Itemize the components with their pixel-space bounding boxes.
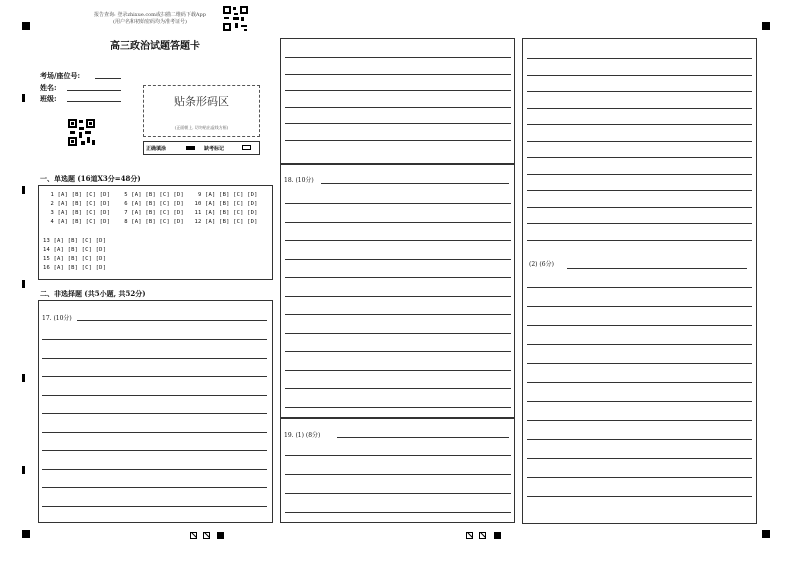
answer-line[interactable] — [285, 240, 511, 241]
section2-title: 二、非选择题 (共5小题, 共52分) — [40, 289, 146, 298]
choice-row[interactable]: 2 [A] [B] [C] [D] 6 [A] [B] [C] [D] 10 [A] [B] [C] [D] — [47, 201, 258, 207]
name-field[interactable] — [67, 90, 121, 91]
barcode-area-title: 贴条形码区 — [174, 95, 229, 108]
answer-line[interactable] — [285, 388, 511, 389]
answer-line[interactable] — [527, 458, 752, 459]
answer-line[interactable] — [527, 124, 752, 125]
absent-mark-label: 缺考标记 — [204, 146, 225, 152]
timing-mark — [22, 94, 25, 102]
barcode-area-hint: (正面朝上, 切勿贴出虚线方框) — [174, 125, 229, 130]
choice-row[interactable]: 3 [A] [B] [C] [D] 7 [A] [B] [C] [D] 11 [A] [B] [C] [D] — [47, 210, 258, 216]
answer-line[interactable] — [527, 382, 752, 383]
answer-line[interactable] — [285, 333, 511, 334]
answer-line[interactable] — [285, 351, 511, 352]
answer-line[interactable] — [285, 512, 511, 513]
timing-mark — [22, 280, 25, 288]
corner-mark-bottom-left — [22, 530, 30, 538]
page-solid-mark — [217, 532, 224, 539]
answer-line[interactable] — [285, 296, 511, 297]
answer-line[interactable] — [285, 370, 511, 371]
answer-line[interactable] — [527, 420, 752, 421]
answer-line[interactable] — [527, 240, 752, 241]
correct-fill-sample — [186, 146, 195, 150]
q19-part2-label: (2) (6分) — [529, 261, 554, 268]
answer-line[interactable] — [42, 358, 267, 359]
choice-row[interactable]: 4 [A] [B] [C] [D] 8 [A] [B] [C] [D] 12 [A] [B] [C] [D] — [47, 219, 258, 225]
choice-row[interactable]: 15 [A] [B] [C] [D] — [43, 256, 107, 262]
timing-mark — [22, 186, 25, 194]
q19-answer-box — [280, 418, 515, 523]
answer-line[interactable] — [527, 287, 752, 288]
choice-row[interactable]: 1 [A] [B] [C] [D] 5 [A] [B] [C] [D] 9 [A] [B] [C] [D] — [47, 192, 258, 198]
barcode-area — [143, 85, 260, 137]
page-check-mark — [203, 532, 210, 539]
answer-line[interactable] — [527, 344, 752, 345]
q19-label: 19. (1) (8分) — [284, 432, 321, 439]
timing-mark — [22, 466, 25, 474]
answer-line[interactable] — [527, 207, 752, 208]
answer-line[interactable] — [42, 395, 267, 396]
answer-line[interactable] — [42, 413, 267, 414]
answer-line[interactable] — [285, 314, 511, 315]
corner-mark-bottom-right — [762, 530, 770, 538]
answer-line[interactable] — [42, 487, 267, 488]
section1-title: 一、单选题 (16道X3分=48分) — [40, 174, 141, 183]
q18-answer-box — [280, 164, 515, 418]
answer-line[interactable] — [285, 277, 511, 278]
answer-line[interactable] — [42, 469, 267, 470]
answer-line[interactable] — [285, 123, 511, 124]
fill-legend — [143, 141, 260, 155]
answer-line[interactable] — [527, 439, 752, 440]
answer-line[interactable] — [527, 306, 752, 307]
exam-room-field[interactable] — [95, 78, 121, 79]
answer-line[interactable] — [567, 268, 747, 269]
correct-fill-label: 正确填涂 — [146, 146, 167, 152]
answer-line[interactable] — [285, 474, 511, 475]
answer-line[interactable] — [527, 91, 752, 92]
name-label: 姓名: — [40, 83, 57, 92]
answer-line[interactable] — [42, 506, 267, 507]
answer-line[interactable] — [42, 450, 267, 451]
answer-line[interactable] — [527, 174, 752, 175]
answer-line[interactable] — [321, 183, 509, 184]
choice-row[interactable]: 13 [A] [B] [C] [D] — [43, 238, 107, 244]
answer-line[interactable] — [527, 363, 752, 364]
choice-row[interactable]: 16 [A] [B] [C] [D] — [43, 265, 107, 271]
page-solid-mark — [494, 532, 501, 539]
q19-part2-box — [522, 38, 757, 524]
answer-line[interactable] — [285, 222, 511, 223]
answer-line[interactable] — [527, 108, 752, 109]
answer-line[interactable] — [42, 339, 267, 340]
class-label: 班级: — [40, 94, 57, 103]
page-title: 高三政治试题答题卡 — [110, 41, 200, 52]
answer-line[interactable] — [285, 455, 511, 456]
answer-line[interactable] — [285, 74, 511, 75]
answer-line[interactable] — [527, 477, 752, 478]
answer-line[interactable] — [527, 157, 752, 158]
answer-line[interactable] — [42, 376, 267, 377]
app-qr-code — [222, 5, 249, 32]
answer-line[interactable] — [285, 203, 511, 204]
answer-line[interactable] — [285, 493, 511, 494]
answer-line[interactable] — [527, 141, 752, 142]
answer-line[interactable] — [527, 190, 752, 191]
answer-line[interactable] — [527, 401, 752, 402]
answer-line[interactable] — [285, 259, 511, 260]
q18-label: 18. (10分) — [284, 177, 314, 184]
single-choice-box — [38, 185, 273, 280]
q17-answer-box — [38, 300, 273, 523]
timing-mark — [22, 374, 25, 382]
corner-mark-top-left — [22, 22, 30, 30]
report-notice-line1: 报告查询: 登录zhixue.com或扫描二维码下载App — [94, 12, 206, 18]
answer-line[interactable] — [77, 320, 267, 321]
absent-mark-checkbox[interactable] — [242, 145, 251, 150]
report-notice-line2: (用户名和初始密码均为准考证号) — [113, 19, 187, 25]
exam-room-label: 考场/座位号: — [40, 71, 81, 80]
choice-row[interactable]: 14 [A] [B] [C] [D] — [43, 247, 107, 253]
answer-line[interactable] — [285, 90, 511, 91]
answer-line[interactable] — [527, 223, 752, 224]
page-check-mark — [479, 532, 486, 539]
corner-mark-top-right — [762, 22, 770, 30]
q17-label: 17. (10分) — [42, 315, 72, 322]
answer-line[interactable] — [285, 140, 511, 141]
report-notice — [80, 12, 220, 26]
answer-line[interactable] — [527, 325, 752, 326]
student-qr-code — [67, 118, 96, 147]
q16-continued-box — [280, 38, 515, 164]
answer-line[interactable] — [285, 57, 511, 58]
answer-line[interactable] — [285, 107, 511, 108]
answer-line[interactable] — [527, 58, 752, 59]
answer-line[interactable] — [337, 437, 509, 438]
page-check-mark — [190, 532, 197, 539]
page-check-mark — [466, 532, 473, 539]
class-field[interactable] — [67, 101, 121, 102]
answer-line[interactable] — [42, 432, 267, 433]
answer-line[interactable] — [527, 496, 752, 497]
answer-line[interactable] — [527, 75, 752, 76]
answer-line[interactable] — [285, 407, 511, 408]
